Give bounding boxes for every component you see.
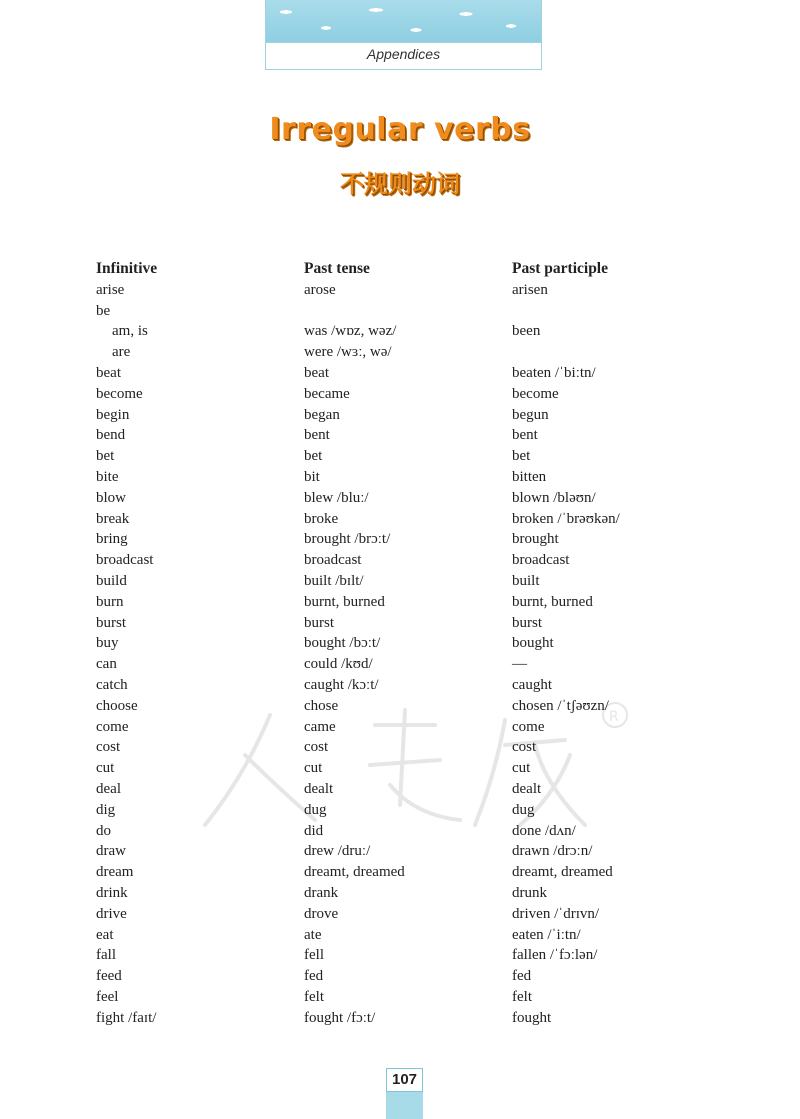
past-tense-cell: drove xyxy=(304,905,339,922)
past-tense-cell: caught /kɔːt/ xyxy=(304,676,379,693)
infinitive-cell: be xyxy=(96,302,111,319)
past-tense-cell: drew /druː/ xyxy=(304,843,371,860)
table-row xyxy=(96,841,736,862)
table-row xyxy=(96,800,736,821)
header-pattern xyxy=(266,0,541,43)
past-tense-cell: bet xyxy=(304,448,323,465)
past-participle-cell: bet xyxy=(512,448,531,465)
table-row xyxy=(96,405,736,426)
past-tense-cell: blew /bluː/ xyxy=(304,489,369,506)
page-number-tab xyxy=(386,1068,423,1119)
header-banner xyxy=(265,0,542,70)
infinitive-cell: arise xyxy=(96,281,125,298)
past-participle-cell: arisen xyxy=(512,281,548,298)
past-participle-cell: dealt xyxy=(512,780,542,797)
past-participle-cell: dug xyxy=(512,801,535,818)
table-row xyxy=(96,363,736,384)
past-tense-cell: were /wɜː, wə/ xyxy=(304,344,392,361)
past-tense-cell: dealt xyxy=(304,780,334,797)
past-tense-cell: dreamt, dreamed xyxy=(304,864,405,881)
past-participle-cell: eaten /ˈiːtn/ xyxy=(512,926,581,943)
infinitive-cell: become xyxy=(96,385,143,402)
past-tense-cell: could /kʊd/ xyxy=(304,656,373,673)
past-participle-cell: bitten xyxy=(512,468,547,485)
page-subtitle-chinese: 不规则动词 xyxy=(340,170,460,198)
past-tense-cell: arose xyxy=(304,281,336,298)
past-tense-cell: cut xyxy=(304,760,323,777)
infinitive-cell: buy xyxy=(96,635,119,652)
past-tense-cell: ate xyxy=(304,926,322,943)
table-row xyxy=(96,613,736,634)
infinitive-cell: am, is xyxy=(112,323,148,340)
past-participle-cell: brought xyxy=(512,531,559,548)
past-tense-cell: built /bɪlt/ xyxy=(304,572,364,589)
past-participle-cell: bought xyxy=(512,635,554,652)
infinitive-cell: bend xyxy=(96,427,126,444)
past-participle-cell: burst xyxy=(512,614,542,631)
infinitive-cell: burn xyxy=(96,593,124,610)
past-tense-cell: chose xyxy=(304,697,339,714)
past-tense-cell: came xyxy=(304,718,336,735)
table-body xyxy=(96,280,736,1029)
table-row xyxy=(96,779,736,800)
table-row xyxy=(96,280,736,301)
past-tense-cell: fed xyxy=(304,968,324,985)
page-title: Irregular verbs xyxy=(269,112,531,147)
past-participle-cell: built xyxy=(512,572,540,589)
past-participle-cell: been xyxy=(512,323,541,340)
past-tense-cell: became xyxy=(304,385,350,402)
past-participle-cell: driven /ˈdrɪvn/ xyxy=(512,905,600,922)
past-participle-cell: beaten /ˈbiːtn/ xyxy=(512,364,596,381)
table-row xyxy=(96,717,736,738)
column-header-past-participle: Past participle xyxy=(512,260,608,277)
irregular-verbs-table xyxy=(96,259,736,1028)
table-row xyxy=(96,862,736,883)
past-participle-cell: begun xyxy=(512,406,549,423)
table-row xyxy=(96,737,736,758)
table-row xyxy=(96,758,736,779)
past-participle-cell: drunk xyxy=(512,884,547,901)
infinitive-cell: deal xyxy=(96,780,121,797)
infinitive-cell: do xyxy=(96,822,111,839)
past-participle-cell: cut xyxy=(512,760,531,777)
past-participle-cell: — xyxy=(512,656,527,673)
past-tense-cell: bought /bɔːt/ xyxy=(304,635,381,652)
table-row xyxy=(96,467,736,488)
table-row xyxy=(96,904,736,925)
past-tense-cell: fought /fɔːt/ xyxy=(304,1009,376,1026)
infinitive-cell: catch xyxy=(96,676,128,693)
infinitive-cell: bite xyxy=(96,468,119,485)
past-participle-cell: felt xyxy=(512,988,532,1005)
table-row xyxy=(96,633,736,654)
infinitive-cell: fight /faɪt/ xyxy=(96,1009,157,1026)
infinitive-cell: draw xyxy=(96,843,126,860)
table-row xyxy=(96,425,736,446)
table-row xyxy=(96,301,736,322)
infinitive-cell: dream xyxy=(96,864,134,881)
past-participle-cell: fed xyxy=(512,968,532,985)
column-header-past-tense: Past tense xyxy=(304,260,370,277)
section-label: Appendices xyxy=(366,46,441,62)
table-row xyxy=(96,675,736,696)
past-participle-cell: fought xyxy=(512,1009,552,1026)
table-row xyxy=(96,446,736,467)
table-row xyxy=(96,925,736,946)
infinitive-cell: are xyxy=(112,344,131,361)
past-participle-cell: become xyxy=(512,385,559,402)
past-participle-cell: blown /bləʊn/ xyxy=(512,489,596,506)
past-participle-cell: dreamt, dreamed xyxy=(512,864,613,881)
infinitive-cell: come xyxy=(96,718,129,735)
past-tense-cell: bent xyxy=(304,427,330,444)
past-tense-cell: burnt, burned xyxy=(304,593,385,610)
past-participle-cell: burnt, burned xyxy=(512,593,593,610)
infinitive-cell: dig xyxy=(96,801,116,818)
table-row xyxy=(96,509,736,530)
infinitive-cell: build xyxy=(96,572,127,589)
past-participle-cell: broken /ˈbrəʊkən/ xyxy=(512,510,620,527)
past-participle-cell: fallen /ˈfɔːlən/ xyxy=(512,947,598,964)
past-tense-cell: dug xyxy=(304,801,327,818)
past-tense-cell: broke xyxy=(304,510,339,527)
table-row xyxy=(96,550,736,571)
infinitive-cell: bet xyxy=(96,448,115,465)
table-row xyxy=(96,945,736,966)
table-row xyxy=(96,654,736,675)
table-header-row xyxy=(96,259,736,280)
infinitive-cell: bring xyxy=(96,531,128,548)
page-number: 107 xyxy=(386,1068,423,1092)
infinitive-cell: blow xyxy=(96,489,126,506)
table-row xyxy=(96,1008,736,1029)
infinitive-cell: feel xyxy=(96,988,119,1005)
svg-text:R: R xyxy=(609,709,619,725)
past-tense-cell: fell xyxy=(304,947,324,964)
table-row xyxy=(96,966,736,987)
past-tense-cell: drank xyxy=(304,884,339,901)
infinitive-cell: break xyxy=(96,510,130,527)
past-participle-cell: drawn /drɔːn/ xyxy=(512,843,593,860)
past-participle-cell: caught xyxy=(512,676,552,693)
past-tense-cell: burst xyxy=(304,614,334,631)
past-tense-cell: bit xyxy=(304,468,320,485)
infinitive-cell: eat xyxy=(96,926,114,943)
infinitive-cell: fall xyxy=(96,947,116,964)
infinitive-cell: can xyxy=(96,656,117,673)
table-row xyxy=(96,571,736,592)
column-header-infinitive: Infinitive xyxy=(96,260,158,277)
past-tense-cell: cost xyxy=(304,739,329,756)
infinitive-cell: begin xyxy=(96,406,130,423)
table-row xyxy=(96,488,736,509)
infinitive-cell: cost xyxy=(96,739,121,756)
infinitive-cell: feed xyxy=(96,968,122,985)
infinitive-cell: drink xyxy=(96,884,128,901)
past-tense-cell: was /wɒz, wəz/ xyxy=(304,323,397,340)
past-participle-cell: chosen /ˈtʃəʊzn/ xyxy=(512,697,609,714)
past-tense-cell: brought /brɔːt/ xyxy=(304,531,391,548)
table-row xyxy=(96,592,736,613)
table-row xyxy=(96,384,736,405)
past-participle-cell: bent xyxy=(512,427,538,444)
table-row xyxy=(96,883,736,904)
infinitive-cell: broadcast xyxy=(96,552,154,569)
infinitive-cell: choose xyxy=(96,697,138,714)
infinitive-cell: drive xyxy=(96,905,127,922)
past-tense-cell: did xyxy=(304,822,324,839)
table-row xyxy=(96,821,736,842)
past-participle-cell: done /dʌn/ xyxy=(512,822,576,839)
table-row xyxy=(96,321,736,342)
table-row xyxy=(96,696,736,717)
past-tense-cell: broadcast xyxy=(304,552,362,569)
past-tense-cell: began xyxy=(304,406,340,423)
past-participle-cell: come xyxy=(512,718,545,735)
past-tense-cell: beat xyxy=(304,364,329,381)
infinitive-cell: cut xyxy=(96,760,115,777)
infinitive-cell: burst xyxy=(96,614,126,631)
past-tense-cell: felt xyxy=(304,988,324,1005)
table-row xyxy=(96,529,736,550)
past-participle-cell: broadcast xyxy=(512,552,570,569)
past-participle-cell: cost xyxy=(512,739,537,756)
infinitive-cell: beat xyxy=(96,364,121,381)
table-row xyxy=(96,342,736,363)
table-row xyxy=(96,987,736,1008)
